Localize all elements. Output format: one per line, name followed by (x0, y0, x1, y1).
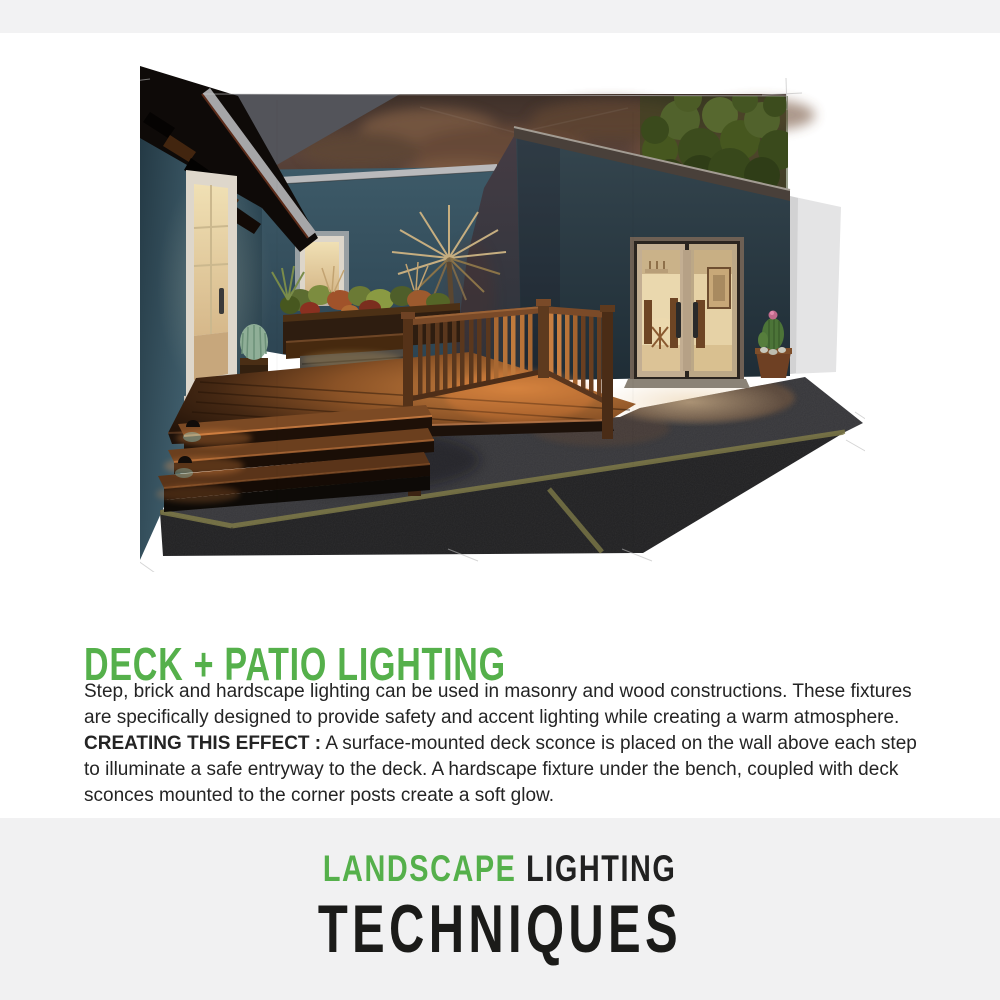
french-doors (624, 237, 750, 388)
section-heading: DECK + PATIO LIGHTING (84, 637, 506, 690)
effect-text: A surface-mounted deck sconce is placed on the wall above each step to illuminate a safe entryway to the deck. A hardscape fixture under the bench, coupled with deck sconces mounted to the corner posts create a soft glow. (84, 733, 917, 806)
lit-glass-door (184, 170, 239, 404)
brand-part-landscape: LANDSCAPE (323, 848, 517, 889)
deck-scene (140, 60, 865, 572)
gray-end-panel (790, 196, 841, 374)
top-gray-band (0, 0, 1000, 33)
deck-render-image (140, 60, 865, 572)
brand-line (0, 848, 1000, 890)
brand-part-lighting: LIGHTING (516, 848, 677, 889)
intro-paragraph: Step, brick and hardscape lighting can be used in masonry and wood constructions. These fixtures are specifically designed to provide safety and accent lighting while creating a warm atmosphere. (84, 681, 912, 728)
effect-paragraph (84, 731, 936, 809)
footer-band (0, 818, 1000, 1000)
effect-label: CREATING THIS EFFECT : (84, 733, 322, 754)
brand-title: TECHNIQUES (317, 891, 683, 967)
